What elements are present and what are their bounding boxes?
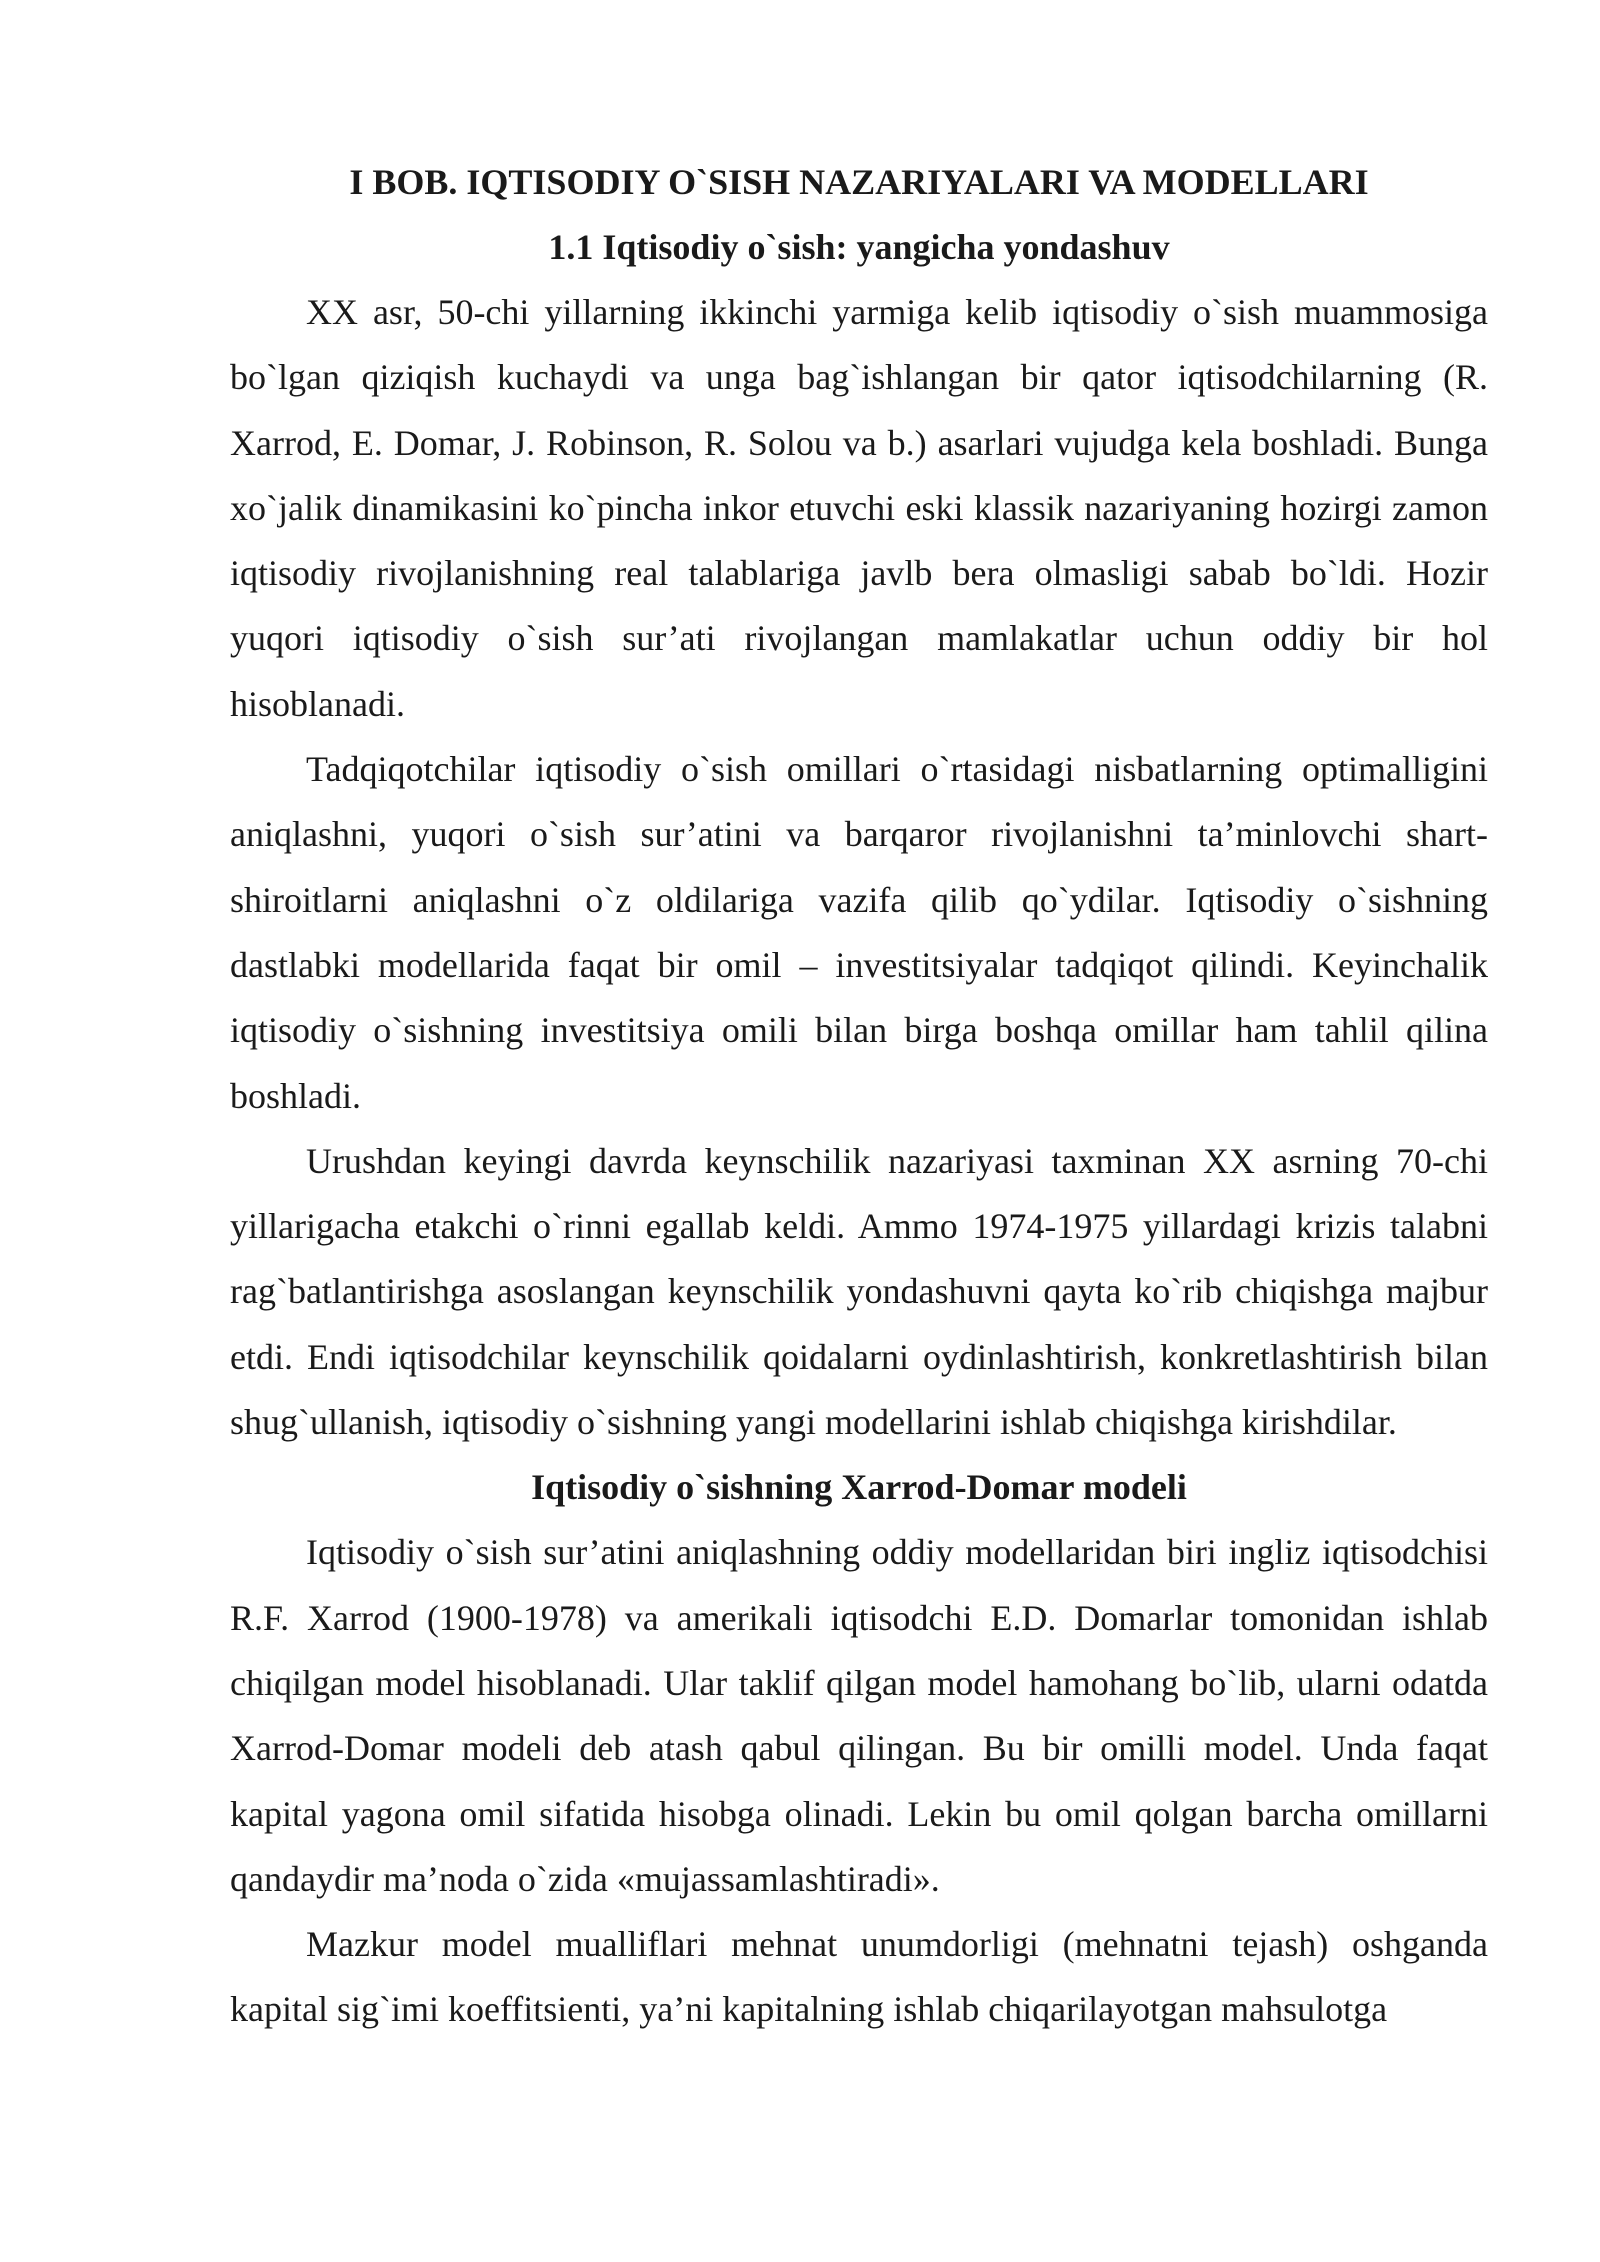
chapter-title: I BOB. IQTISODIY O`SISH NAZARIYALARI VA MODELLARI	[349, 162, 1369, 202]
paragraph: XX asr, 50-chi yillarning ikkinchi yarmiga kelib iqtisodiy o`sish muammosiga bo`lgan qiziqish kuchaydi va unga bag`ishlangan bir qator iqtisodchilarning (R. Xarrod, E. Domar, J. Robinson, R. Solou va b.) asarlari vujudga kela boshladi. Bunga xo`jalik dinamikasini ko`pincha inkor etuvchi eski klassik nazariyaning hozirgi zamon iqtisodiy rivojlanishning real talablariga javlb bera olmasligi sabab bo`ldi. Hozir yuqori iqtisodiy o`sish sur’ati rivojlangan mamlakatlar uchun oddiy bir hol hisoblanadi.	[230, 292, 1488, 724]
document-page	[230, 150, 1488, 2043]
paragraph: Tadqiqotchilar iqtisodiy o`sish omillari o`rtasidagi nisbatlarning optimalligini aniqlashni, yuqori o`sish sur’atini va barqaror rivojlanishni ta’minlovchi shart-shiroitlarni aniqlashni o`z oldilariga vazifa qilib qo`ydilar. Iqtisodiy o`sishning dastlabki modellarida faqat bir omil – investitsiyalar tadqiqot qilindi. Keyinchalik iqtisodiy o`sishning investitsiya omili bilan birga boshqa omillar ham tahlil qilina boshladi.	[230, 749, 1488, 1116]
section-title: 1.1 Iqtisodiy o`sish: yangicha yondashuv	[548, 227, 1170, 267]
subsection-title: Iqtisodiy o`sishning Xarrod-Domar modeli	[531, 1467, 1187, 1508]
paragraph: Urushdan keyingi davrda keynschilik nazariyasi taxminan XX asrning 70-chi yillarigacha etakchi o`rinni egallab keldi. Ammo 1974-1975 yillardagi krizis talabni rag`batlantirishga asoslangan keynschilik yondashuvni qayta ko`rib chiqishga majbur etdi. Endi iqtisodchilar keynschilik qoidalarni oydinlashtirish, konkretlashtirish bilan shug`ullanish, iqtisodiy o`sishning yangi modellarini ishlab chiqishga kirishdilar.	[230, 1140, 1488, 1443]
paragraph: Mazkur model mualliflari mehnat unumdorligi (mehnatni tejash) oshganda kapital sig`imi koeffitsienti, ya’ni kapitalning ishlab chiqarilayotgan mahsulotga	[230, 1924, 1488, 2030]
paragraph: Iqtisodiy o`sish sur’atini aniqlashning oddiy modellaridan biri ingliz iqtisodchisi R.F. Xarrod (1900-1978) va amerikali iqtisodchi E.D. Domarlar tomonidan ishlab chiqilgan model hisoblanadi. Ular taklif qilgan model hamohang bo`lib, ularni odatda Xarrod-Domar modeli deb atash qabul qilingan. Bu bir omilli model. Unda faqat kapital yagona omil sifatida hisobga olinadi. Lekin bu omil qolgan barcha omillarni qandaydir ma’noda o`zida «mujassamlashtiradi».	[230, 1532, 1488, 1899]
